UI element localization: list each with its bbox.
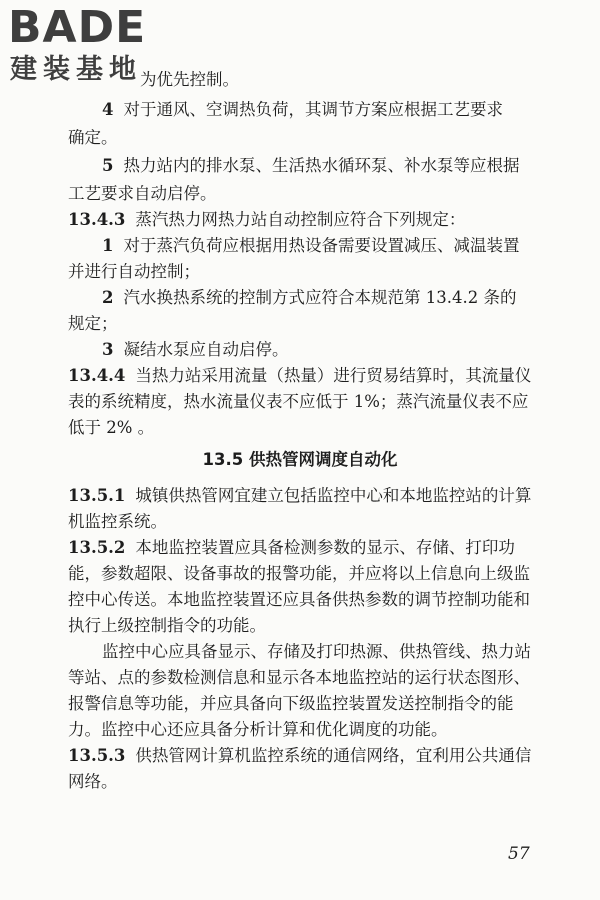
item-text: 对于通风、空调热负荷，其调节方案应根据工艺要求 bbox=[123, 100, 503, 119]
item-text: 热力站内的排水泵、生活热水循环泵、补水泵等应根据 bbox=[123, 156, 520, 175]
text-line: 确定。 bbox=[68, 128, 118, 147]
item-number: 2 bbox=[102, 288, 114, 307]
clause-text: 蒸汽热力网热力站自动控制应符合下列规定： bbox=[135, 210, 466, 229]
item-number: 1 bbox=[102, 236, 114, 255]
item-number: 4 bbox=[102, 100, 114, 119]
item-text: 汽水换热系统的控制方式应符合本规范第 13.4.2 条的 bbox=[123, 288, 517, 307]
clause-item bbox=[102, 234, 519, 258]
text-line: 并进行自动控制； bbox=[68, 262, 200, 281]
clause-number: 13.4.4 bbox=[68, 366, 126, 385]
text-line: 网络。 bbox=[68, 772, 118, 791]
clause-item bbox=[102, 98, 503, 122]
logo-text-en: BADE bbox=[8, 2, 147, 53]
clause bbox=[68, 484, 531, 508]
clause-text: 当热力站采用流量（热量）进行贸易结算时，其流量仪 bbox=[135, 366, 532, 385]
text-line: 等站、点的参数检测信息和显示各本地监控站的运行状态图形、 bbox=[68, 668, 530, 687]
clause-number: 13.5.3 bbox=[68, 746, 126, 765]
text-line: 机监控系统。 bbox=[68, 512, 167, 531]
clause-item bbox=[102, 286, 516, 310]
clause-number: 13.5.1 bbox=[68, 486, 126, 505]
clause-number: 13.4.3 bbox=[68, 210, 126, 229]
item-number: 5 bbox=[102, 156, 114, 175]
text-line: 规定； bbox=[68, 314, 118, 333]
item-text: 对于蒸汽负荷应根据用热设备需要设置减压、减温装置 bbox=[123, 236, 520, 255]
clause-text: 供热管网计算机监控系统的通信网络，宜利用公共通信 bbox=[135, 746, 532, 765]
clause bbox=[68, 208, 465, 232]
text-line: 力。监控中心还应具备分析计算和优化调度的功能。 bbox=[68, 720, 448, 739]
clause-number: 13.5.2 bbox=[68, 538, 126, 557]
clause bbox=[68, 364, 531, 388]
clause-item bbox=[102, 154, 519, 178]
text-line: 报警信息等功能，并应具备向下级监控装置发送控制指令的能 bbox=[68, 694, 514, 713]
logo-text-zh: 建装基地 bbox=[10, 54, 142, 85]
text-line: 工艺要求自动启停。 bbox=[68, 184, 217, 203]
item-text: 凝结水泵应自动启停。 bbox=[123, 340, 289, 359]
text-line: 表的系统精度，热水流量仪表不应低于 1%；蒸汽流量仪表不应 bbox=[68, 392, 529, 411]
text-line: 监控中心应具备显示、存储及打印热源、供热管线、热力站 bbox=[102, 642, 531, 661]
clause-item bbox=[102, 338, 288, 362]
section-title: 13.5 供热管网调度自动化 bbox=[202, 450, 398, 469]
text-line: 低于 2% 。 bbox=[68, 418, 155, 437]
clause bbox=[68, 536, 515, 560]
clause-text: 本地监控装置应具备检测参数的显示、存储、打印功 bbox=[135, 538, 515, 557]
page-number: 57 bbox=[508, 844, 530, 864]
text-line: 控中心传送。本地监控装置还应具备供热参数的调节控制功能和 bbox=[68, 590, 530, 609]
clause-text: 城镇供热管网宜建立包括监控中心和本地监控站的计算 bbox=[135, 486, 532, 505]
text-line: 能，参数超限、设备事故的报警功能，并应将以上信息向上级监 bbox=[68, 564, 530, 583]
item-number: 3 bbox=[102, 340, 114, 359]
clause bbox=[68, 744, 531, 768]
text-line: 执行上级控制指令的功能。 bbox=[68, 616, 266, 635]
text-line: 为优先控制。 bbox=[140, 70, 239, 89]
